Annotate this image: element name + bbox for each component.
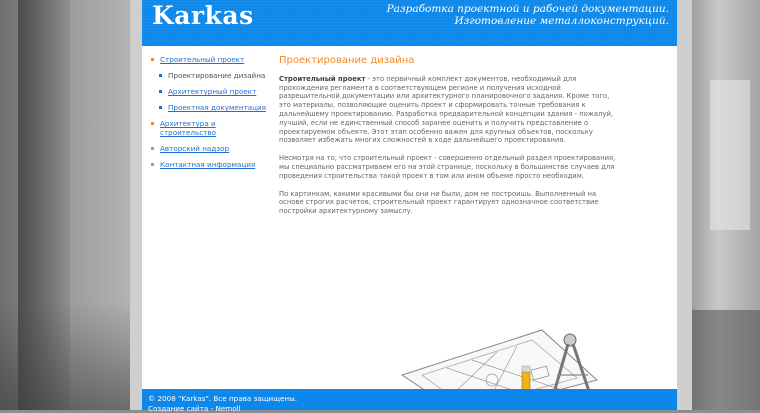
background-left [0, 0, 140, 410]
nav-item-construction-project [150, 55, 270, 64]
nav-item-contacts [150, 160, 270, 169]
nav-link-architecture-construction[interactable]: Архитектура и строительство [160, 119, 216, 137]
paragraph-1 [279, 75, 617, 145]
nav-link-contacts[interactable]: Контактная информация [160, 160, 256, 169]
tagline-line-2: Изготовление металлоконструкций. [454, 15, 669, 27]
nav-link-author-supervision[interactable]: Авторский надзор [160, 144, 230, 153]
nav-subitem-design [150, 71, 270, 80]
nav-subitem-documentation [150, 103, 270, 112]
nav-current-design: Проектирование дизайна [168, 71, 266, 80]
footer-developer[interactable]: Создание сайта - Nemoll [148, 404, 241, 413]
site-frame [130, 0, 692, 413]
site-header [142, 0, 677, 46]
background-right [690, 0, 760, 410]
nav-link-architectural-project[interactable]: Архитектурный проект [168, 87, 257, 96]
nav-item-architecture [150, 119, 270, 137]
paragraph-1-bold: Строительный проект [279, 74, 366, 83]
footer-copyright: © 2008 "Karkas". Все права защищены. [148, 394, 298, 403]
paragraph-3: По картинкам, какими красивыми бы они ни были, дом не построишь. Выполненный на основе строгих расчетов, строительный проект гарантирует однозначное соответствие постройки архитектурному замыслу. [279, 189, 599, 216]
nav-subitem-architectural [150, 87, 270, 96]
page-title: Проектирование дизайна [279, 55, 415, 66]
nav-link-project-documentation[interactable]: Проектная документация [168, 103, 267, 112]
nav-item-supervision [150, 144, 270, 153]
nav-link-construction-project[interactable]: Строительный проект [160, 55, 245, 64]
site-tagline [339, 3, 669, 27]
page [142, 0, 677, 413]
sidebar-nav [150, 55, 270, 176]
tagline-line-1: Разработка проектной и рабочей документации. [386, 3, 669, 15]
main-content [279, 57, 617, 225]
site-footer [142, 389, 677, 413]
paragraph-1-text: - это первичный комплект документов, необходимый для прохождения регламента в соответствующем регионе и получения исходной разрешительной документации или архитектурного планировочного задания. Кроме того, это материалы, позволяющие оценить проект и сформировать точные требования к дальнейшему проектированию. Разработка предварительной концепции здания - пожалуй, лучший, если не единственный способ заранее оценить и получить представление о проектируемом объекте. Этот этап особенно важен для крупных объектов, поскольку позволяет избежать многих сложностей в ходе дальнейшего проектирования. [279, 74, 614, 145]
site-logo[interactable]: Karkas [152, 1, 254, 30]
paragraph-2: Несмотря на то, что строительный проект - совершенно отдельный раздел проектирования, мы специально рассматриваем его на этой странице, поскольку в большинстве случаев для проведения строительства такой проект в том или ином объеме просто необходим. [279, 154, 616, 180]
